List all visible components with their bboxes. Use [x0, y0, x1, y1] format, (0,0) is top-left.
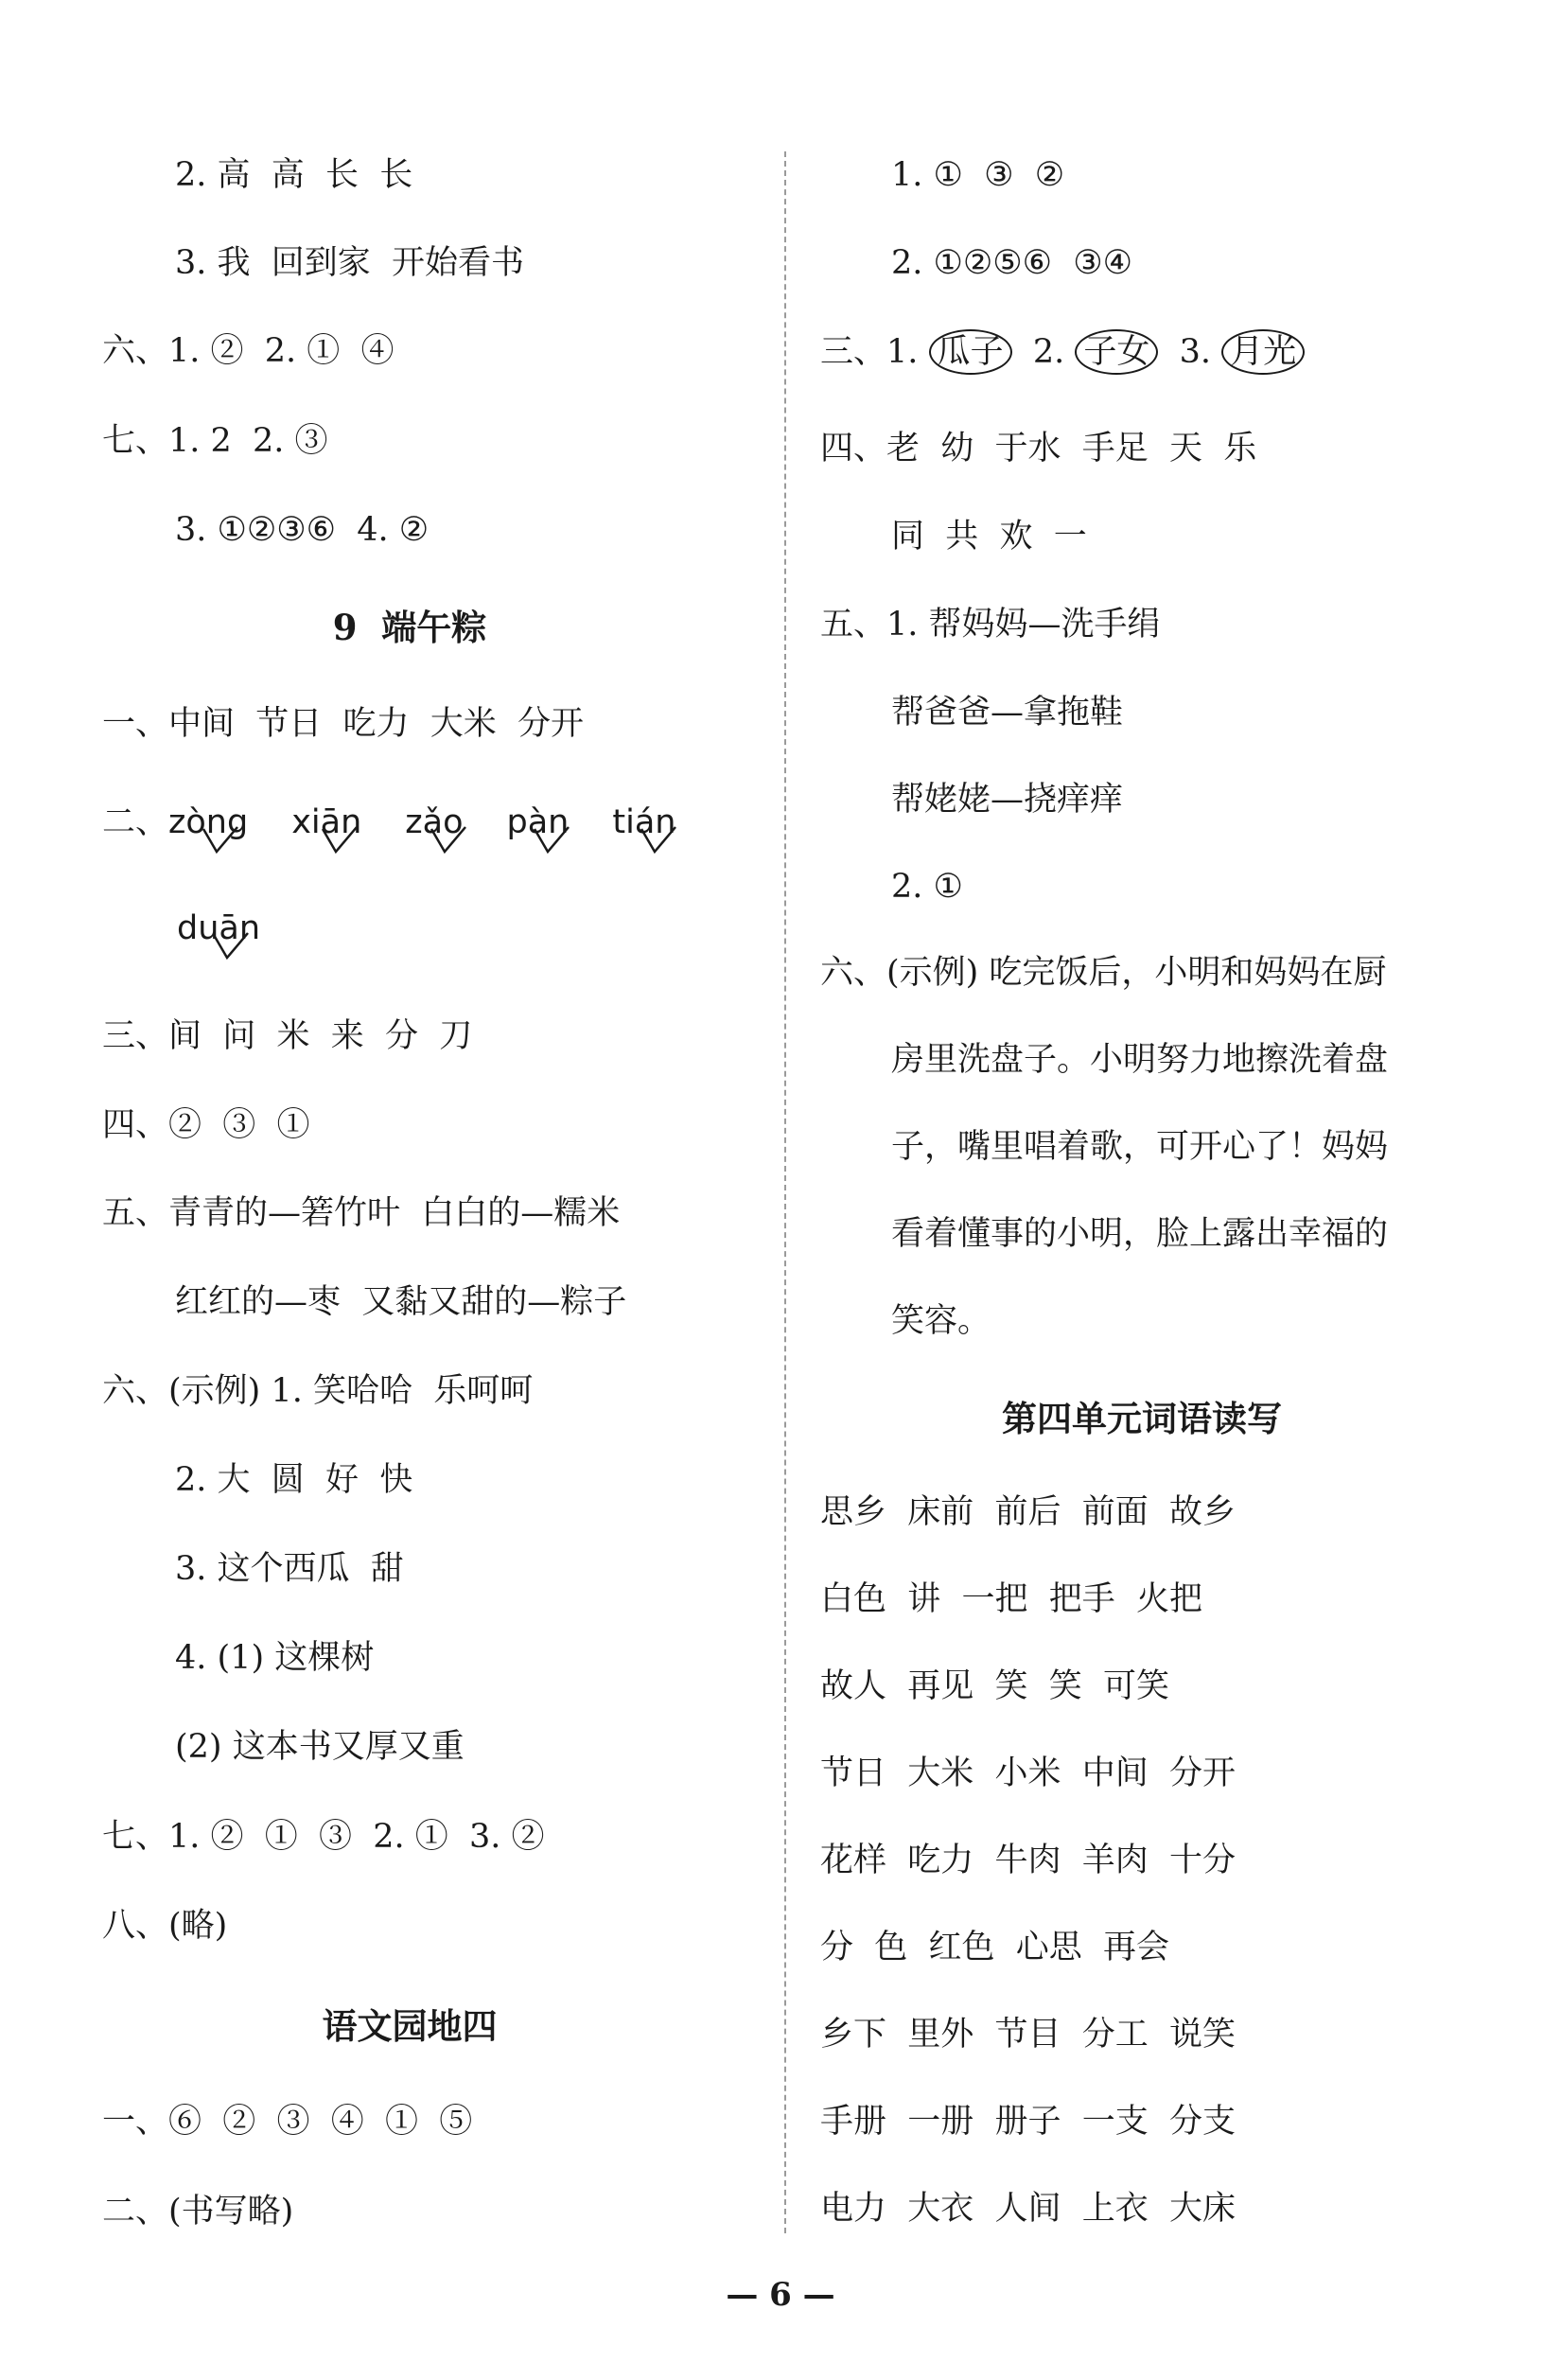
- pinyin-line: [102, 801, 675, 844]
- answer-line: 八、(略): [102, 1907, 228, 1945]
- answer-line: 2. ①: [891, 868, 963, 906]
- paragraph-line: 看着懂事的小明，脸上露出幸福的: [891, 1215, 1389, 1253]
- answer-line: 2. ①②⑤⑥ ③④: [891, 244, 1133, 282]
- answer-line: 一、中间 节日 吃力 大米 分开: [102, 705, 585, 743]
- answer-line: 一、⑥ ② ③ ④ ① ⑤: [102, 2103, 473, 2141]
- page-number: — 6 —: [726, 2276, 835, 2314]
- answer-line: (2) 这本书又厚又重: [175, 1728, 465, 1766]
- vocab-line: 思乡 床前 前后 前面 故乡: [820, 1493, 1237, 1531]
- answer-line: 帮姥姥—挠痒痒: [891, 781, 1124, 819]
- pinyin-answer: tián: [612, 801, 675, 844]
- answer-line: 七、1. ② ① ③ 2. ① 3. ②: [102, 1818, 545, 1856]
- paragraph-line: 房里洗盘子。小明努力地擦洗着盘: [891, 1041, 1389, 1079]
- answer-line: 3. ①②③⑥ 4. ②: [175, 511, 430, 549]
- pinyin-answer: zǎo: [405, 801, 463, 844]
- answer-line: 五、青青的—箬竹叶 白白的—糯米: [102, 1194, 621, 1232]
- answer-line: 四、老 幼 于水 手足 天 乐: [820, 430, 1257, 467]
- vocab-line: 电力 大衣 人间 上衣 大床: [820, 2190, 1237, 2228]
- answer-line: 2. 高 高 长 长: [175, 156, 413, 194]
- vocab-line: 手册 一册 册子 一支 分支: [820, 2103, 1237, 2141]
- vocab-line: 花样 吃力 牛肉 羊肉 十分: [820, 1842, 1237, 1879]
- paragraph-line: 子，嘴里唱着歌，可开心了！妈妈: [891, 1128, 1389, 1166]
- answer-line: 六、(示例) 1. 笑哈哈 乐呵呵: [102, 1372, 534, 1410]
- vocab-line: 白色 讲 一把 把手 火把: [820, 1580, 1203, 1618]
- vocab-line: 分 色 红色 心思 再会: [820, 1929, 1170, 1966]
- answer-line: 四、② ③ ①: [102, 1106, 310, 1144]
- column-divider: [784, 151, 786, 2233]
- circled-word: 瓜子: [929, 329, 1012, 375]
- answer-line: 六、1. ② 2. ① ④: [102, 332, 395, 370]
- circled-word: 子女: [1075, 329, 1158, 375]
- pinyin-line: [177, 907, 260, 950]
- paragraph-line: 六、(示例) 吃完饭后，小明和妈妈在厨: [820, 954, 1387, 992]
- pinyin-answer: zòng: [168, 801, 248, 844]
- vocab-line: 节日 大米 小米 中间 分开: [820, 1754, 1237, 1792]
- answer-line: 二、(书写略): [102, 2193, 294, 2230]
- pinyin-answer: xiān: [291, 801, 361, 844]
- pinyin-answer: duān: [177, 907, 260, 950]
- vocab-line: 乡下 里外 节目 分工 说笑: [820, 2016, 1237, 2054]
- answer-line: 五、1. 帮妈妈—洗手绢: [820, 606, 1161, 643]
- answer-line: 三、间 问 米 来 分 刀: [102, 1017, 473, 1055]
- question-number: 二、: [102, 803, 169, 841]
- answer-line: 3. 我 回到家 开始看书: [175, 244, 525, 282]
- answer-line: 3. 这个西瓜 甜: [175, 1550, 404, 1588]
- circled-answer-line: 三、1. 瓜子 2. 子女 3. 月光: [820, 329, 1305, 375]
- vocab-line: 故人 再见 笑 笑 可笑: [820, 1667, 1170, 1705]
- paragraph-line: 笑容。: [891, 1302, 991, 1340]
- answer-line: 2. 大 圆 好 快: [175, 1461, 413, 1499]
- answer-line: 七、1. 2 2. ③: [102, 422, 328, 460]
- answer-line: 4. (1) 这棵树: [175, 1639, 375, 1677]
- section-heading-duanwuzong: 9 端午粽: [332, 607, 487, 648]
- section-heading-unit4-vocab: 第四单元词语读写: [1002, 1398, 1282, 1439]
- answer-line: 1. ① ③ ②: [891, 156, 1065, 194]
- circled-word: 月光: [1221, 329, 1305, 375]
- section-heading-yuwen-yuandi: 语文园地四: [322, 2005, 498, 2047]
- pinyin-answer: pàn: [507, 801, 570, 844]
- answer-line: 同 共 欢 一: [891, 518, 1087, 555]
- answer-line: 红红的—枣 又黏又甜的—粽子: [175, 1283, 627, 1321]
- answer-line: 帮爸爸—拿拖鞋: [891, 694, 1124, 732]
